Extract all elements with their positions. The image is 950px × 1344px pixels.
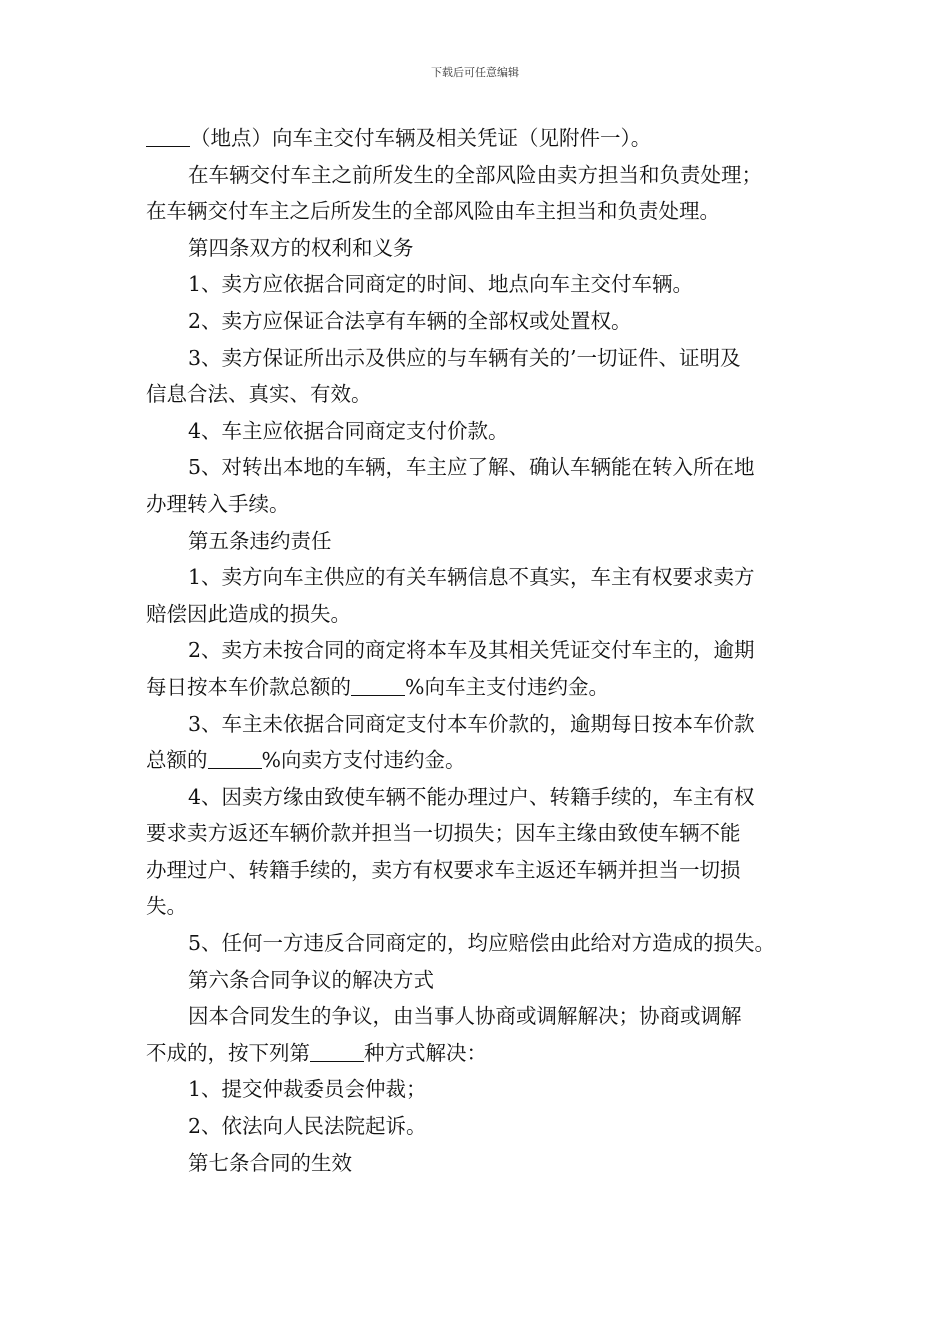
- text-line: 1、卖方向车主供应的有关车辆信息不真实，车主有权要求卖方: [188, 565, 755, 590]
- text-segment: 每日按本车价款总额的: [146, 674, 351, 699]
- page-header: 下载后可任意编辑: [431, 66, 519, 79]
- text-segment: %向车主支付违约金。: [405, 674, 609, 699]
- text-line: 办理过户、转籍手续的，卖方有权要求车主返还车辆并担当一切损: [146, 857, 741, 882]
- fill-in-blank: [351, 674, 405, 696]
- text-line: [146, 742, 826, 779]
- text-line: 2、依法向人民法院起诉。: [188, 1114, 427, 1139]
- text-line: 赔偿因此造成的损失。: [146, 601, 351, 626]
- document-body: [146, 120, 826, 1181]
- text-segment: %向卖方支付违约金。: [261, 748, 466, 773]
- text-segment: 总额的: [146, 748, 208, 773]
- text-line: 因本合同发生的争议，由当事人协商或调解解决；协商或调解: [188, 1004, 742, 1029]
- text-line: 1、提交仲裁委员会仲裁；: [188, 1077, 427, 1102]
- text-line: 5、对转出本地的车辆，车主应了解、确认车辆能在转入所在地: [188, 455, 755, 480]
- fill-in-blank: [146, 126, 190, 148]
- fill-in-blank: [208, 748, 262, 770]
- text-segment: 不成的，按下列第: [146, 1040, 310, 1065]
- text-line: 4、车主应依据合同商定支付价款。: [188, 418, 509, 443]
- text-line: 第七条合同的生效: [188, 1150, 352, 1175]
- text-line: 办理转入手续。: [146, 491, 290, 516]
- text-line: 失。: [146, 894, 187, 919]
- text-line: 2、卖方未按合同的商定将本车及其相关凭证交付车主的，逾期: [188, 638, 755, 663]
- text-line: 第五条违约责任: [188, 528, 332, 553]
- text-segment: （地点）向车主交付车辆及相关凭证（见附件一）。: [190, 126, 652, 150]
- text-line: 信息合法、真实、有效。: [146, 382, 372, 407]
- text-line: 2、卖方应保证合法享有车辆的全部权或处置权。: [188, 308, 632, 333]
- text-segment: 种方式解决：: [364, 1040, 487, 1065]
- text-line: [146, 669, 826, 706]
- text-line: [146, 120, 826, 157]
- text-line: [146, 1035, 826, 1072]
- text-line: 在车辆交付车主之后所发生的全部风险由车主担当和负责处理。: [146, 199, 720, 224]
- text-line: 1、卖方应依据合同商定的时间、地点向车主交付车辆。: [188, 272, 694, 297]
- text-line: 在车辆交付车主之前所发生的全部风险由卖方担当和负责处理；: [188, 162, 762, 187]
- text-line: 第六条合同争议的解决方式: [188, 967, 434, 992]
- text-line: 4、因卖方缘由致使车辆不能办理过户、转籍手续的，车主有权: [188, 784, 755, 809]
- text-line: 要求卖方返还车辆价款并担当一切损失；因车主缘由致使车辆不能: [146, 821, 741, 846]
- text-line: 5、任何一方违反合同商定的，均应赔偿由此给对方造成的损失。: [188, 931, 776, 956]
- text-line: 3、车主未依据合同商定支付本车价款的，逾期每日按本车价款: [188, 711, 755, 736]
- fill-in-blank: [310, 1040, 364, 1062]
- text-line: 第四条双方的权利和义务: [188, 235, 414, 260]
- text-line: 3、卖方保证所出示及供应的与车辆有关的’一切证件、证明及: [188, 345, 741, 370]
